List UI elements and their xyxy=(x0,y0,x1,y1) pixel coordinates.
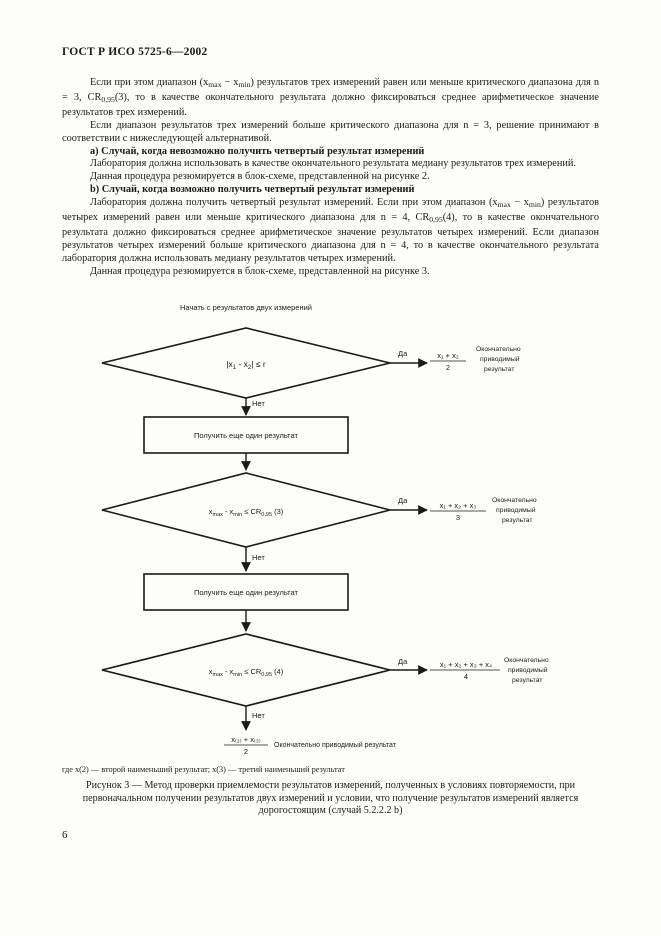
page-number: 6 xyxy=(62,829,68,841)
result-1-label-3: результат xyxy=(484,366,515,373)
figure-caption: Рисунок 3 — Метод проверки приемлемости результатов измерений, полученных в условиях повторяемости, при первоначальном получении результатов двух измерений и условии, что получение результатов измерений является дорогостоящим (случай 5.2.2.2 b) xyxy=(82,780,579,817)
no-label-3: Нет xyxy=(252,711,265,720)
result-1-denominator: 2 xyxy=(445,363,451,372)
result-1-label-1: Окончательно xyxy=(476,346,521,353)
result-2-label-1: Окончательно xyxy=(492,497,537,504)
yes-label-1: Да xyxy=(398,349,408,358)
case-a-flow-ref: Данная процедура резюмируется в блок-схеме, представленной на рисунке 2. xyxy=(90,171,430,183)
flow-start-label: Начать с результатов двух измерений xyxy=(180,303,312,312)
result-1-label-2: приводимый xyxy=(480,356,520,363)
decision-2-condition: $x_{max} - x_{min} \le CR_{0,95}$ (3) xyxy=(208,507,284,518)
result-1-numerator: x₁ + x₂ xyxy=(437,351,459,360)
result-2-numerator: x₁ + x₂ + x₃ xyxy=(439,501,477,510)
paragraph-range-exceeds: Если диапазон результатов трех измерений больше критического диапазона для n = 3, решение принимают в соответствии с нижеследующей альтернативой. xyxy=(62,119,599,144)
decision-3-condition: $x_{max} - x_{min} \le CR_{0,95}$ (4) xyxy=(208,667,284,678)
result-3-label-3: результат xyxy=(512,677,543,684)
flowchart xyxy=(62,298,602,758)
final-denominator: 2 xyxy=(243,747,249,756)
process-1-label: Получить еще один результат xyxy=(194,431,298,440)
final-numerator: x₍₂₎ + x₍₃₎ xyxy=(231,735,261,744)
no-label-2: Нет xyxy=(252,553,265,562)
result-2-denominator: 3 xyxy=(455,513,461,522)
case-b-text: Лаборатория должна получить четвертый результат измерений. Если при этом диапазон $(x_{max} - x_{min})$ результатов четырех измерений равен или меньше критического диапазона для n = 4, $CR_{0,95}(4)$, то в качестве окончательного результата должно фиксироваться среднее арифметическое значение результатов четырех измерений. Если диапазон результатов четырех измерений больше критического диапазона для n = 4, то в качестве окончательного результата лаборатория должна использовать медиану результатов четырех измерений. xyxy=(62,197,599,264)
result-3-label-2: приводимый xyxy=(508,667,548,674)
result-2-label-3: результат xyxy=(502,517,533,524)
paragraph-three-measurements: Если при этом диапазон $(x_{max} - x_{min})$ результатов трех измерений равен или меньше критического диапазона для n = 3, $CR_{0,95}(3)$, то в качестве окончательного результата должно фиксироваться среднее арифметическое значение результатов трех измерений. xyxy=(62,77,599,118)
process-2-label: Получить еще один результат xyxy=(194,588,298,597)
document-header: ГОСТ Р ИСО 5725-6—2002 xyxy=(62,46,208,58)
result-3-denominator: 4 xyxy=(463,672,469,681)
result-3-numerator: x₁ + x₂ + x₃ + x₄ xyxy=(439,660,493,669)
final-result-label: Окончательно приводимый результат xyxy=(274,742,396,749)
figure-note: где x(2) — второй наименьший результат; x(3) — третий наименьший результат xyxy=(62,765,345,774)
yes-label-2: Да xyxy=(398,496,408,505)
yes-label-3: Да xyxy=(398,657,408,666)
result-2-label-2: приводимый xyxy=(496,507,536,514)
no-label-1: Нет xyxy=(252,399,265,408)
result-3-label-1: Окончательно xyxy=(504,657,549,664)
case-a-title: а) Случай, когда невозможно получить четвертый результат измерений xyxy=(90,145,425,157)
decision-1-condition: $|x_1 - x_2| \le r$ xyxy=(226,359,266,371)
case-b-flow-ref: Данная процедура резюмируется в блок-схеме, представленной на рисунке 3. xyxy=(90,265,430,277)
case-a-text: Лаборатория должна использовать в качестве окончательного результата медиану результатов трех измерений. xyxy=(90,158,576,170)
case-b-title: b) Случай, когда возможно получить четвертый результат измерений xyxy=(90,184,415,196)
body-text xyxy=(62,77,599,279)
